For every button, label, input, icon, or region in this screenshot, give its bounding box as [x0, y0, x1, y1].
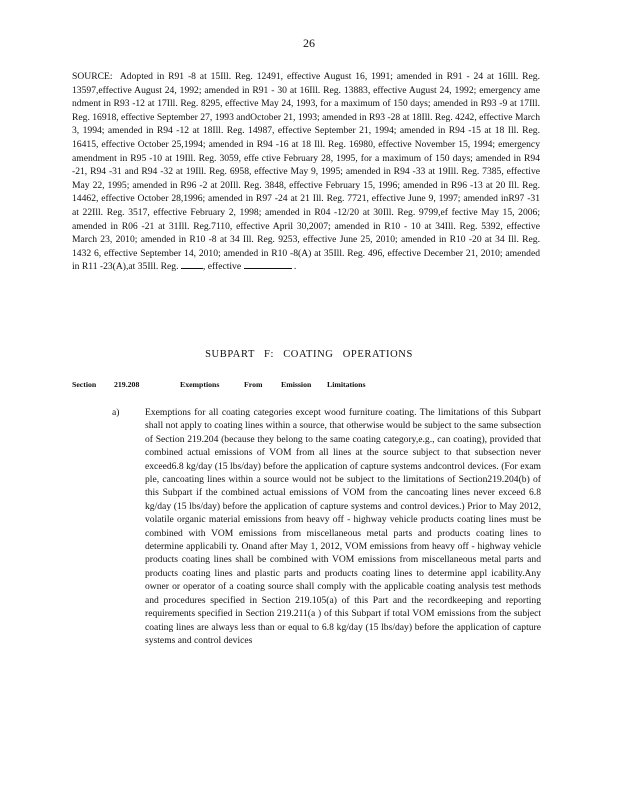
page-number: 26: [303, 36, 315, 50]
source-end-period: .: [293, 261, 297, 273]
section-word: Section: [72, 380, 97, 389]
source-history-text: Adopted in R91 -8 at 15Ill. Reg. 12491, effective August 16, 1991; amended in R91 - 24 at 16Ill. Reg. 13597,effective August 24, 1992; amended in R91 - 30 at 16Ill. Reg. 13883, effective August 24, 1992; emergency ame ndment in R93 -12 at 17Ill. Reg. 8295, effective May 24, 1993, for a maximum of 150 days; amended in R93 -9 at 17Ill. Reg. 16918, effective September 27, 1993 andOctober 21, 1993; amended in R93 -28 at 18Ill. Reg. 4242, effective March 3, 1994; amended in R94 -12 at 18Ill. Reg. 14987, effective September 21, 1994; amended in R94 -15 at 18 Ill. Reg. 16415, effective October 25,1994; amended in R94 -16 at 18 Ill. Reg. 16980, effective November 15, 1994; emergency amendment in R95 -10 at 19Ill. Reg. 3059, effe ctive February 28, 1995, for a maximum of 150 days; amended in R94 -21, R94 -31 and R94 -32 at 19Ill. Reg. 6958, effective May 9, 1995; amended in R94 -33 at 19Ill. Reg. 7385, effective May 22, 1995; amended in R96 -2 at 20Ill. Reg. 3848, effective February 15, 1996; amended in R96 -13 at 20 Ill. Reg. 14462, effective October 28,1996; amended in R97 -24 at 21 Ill. Reg. 7721, effective June 9, 1997; amended inR97 -31 at 22Ill. Reg. 3517, effective February 2, 1998; amended in R04 -12/20 at 30Ill. Reg. 9799,ef fective May 15, 2006; amended in R06 -21 at 31Ill. Reg.7110, effective April 30,2007; amended in R10 - 10 at 34Ill. Reg. 5392, effective March 23, 2010; amended in R10 -8 at 34 Ill. Reg. 9253, effective June 25, 2010; amended in R10 -20 at 34 Ill. Reg. 1432 6, effective September 14, 2010; amended in R10 -8(A) at 35Ill. Reg. 496, effective December 21, 2010; amended in R11 -23(A),at 35Ill. Reg.: [72, 71, 541, 273]
section-number: 219.208: [114, 380, 140, 389]
section-title-word-1: Exemptions: [180, 380, 220, 389]
source-note: [72, 70, 540, 274]
section-title-word-4: Limitations: [327, 380, 366, 389]
section-title-word-3: Emission: [281, 380, 312, 389]
source-effective-word: effective: [207, 261, 242, 273]
section-title-word-2: From: [244, 380, 263, 389]
blank-reg-number: [181, 260, 203, 269]
subpart-heading: SUBPART F: COATING OPERATIONS: [205, 349, 413, 360]
source-tail-comma: ,: [202, 261, 206, 273]
source-label: SOURCE:: [72, 71, 113, 82]
blank-effective-date: [244, 260, 292, 269]
paragraph-text: Exemptions for all coating categories except wood furniture coating. The limitations of this Subpart shall not apply to coating lines within a source, that otherwise would be subject to the same subsection of Section 219.204 (because they belong to the same coating category,e.g., can coating), provided that combined actual emissions of VOM from all lines at the source subject to that subsection never exceed6.8 kg/day (15 lbs/day) before the application of capture systems andcontrol devices. (For exam ple, cancoating lines within a source would not be subject to the limitations of Section219.204(b) of this Subpart if the combined actual emissions of VOM from the cancoating lines never exceed 6.8 kg/day (15 lbs/day) before the application of capture systems and control devices.) Prior to May 2012, volatile organic material emissions from heavy off - highway vehicle products coating lines must be combined with VOM emissions from miscellaneous metal parts and products coating lines to determine applicabili ty. Onand after May 1, 2012, VOM emissions from heavy off - highway vehicle products coating lines shall be combined with VOM emissions from miscellaneous metal parts and products coating lines and plastic parts and products coating lines to determine appl icability.Any owner or operator of a coating source shall comply with the applicable coating analysis test methods and procedures specified in Section 219.105(a) of this Part and the recordkeeping and reporting requirements specified in Section 219.211(a ) of this Subpart if total VOM emissions from the subject coating lines are always less than or equal to 6.8 kg/day (15 lbs/day) before the application of capture systems and control devices: [145, 407, 541, 646]
paragraph-label: a): [112, 407, 120, 418]
